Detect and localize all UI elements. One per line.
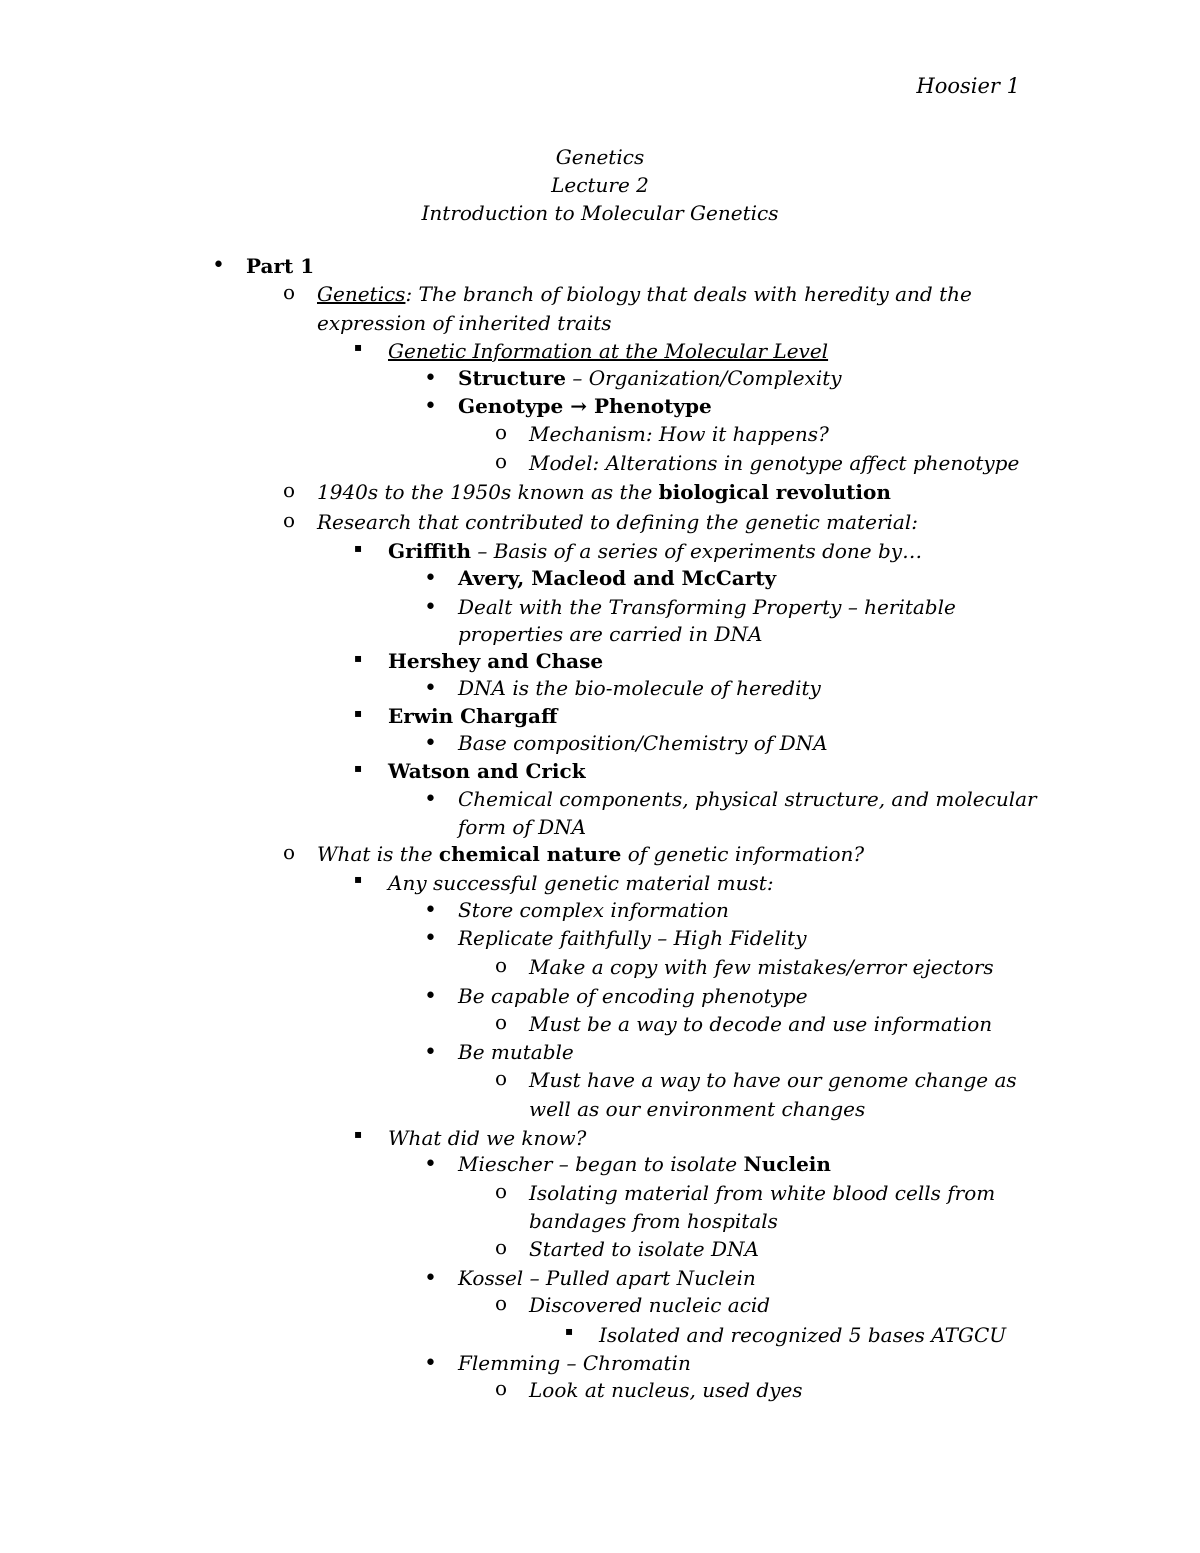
chemical-nature-term: chemical nature [438, 842, 622, 866]
outline-part1: Part 1 [246, 254, 315, 278]
gen-info-molecular: Genetic Information at the Molecular Level [388, 339, 829, 363]
what-know-item: What did we know? [388, 1126, 587, 1150]
isolating-cont: bandages from hospitals [529, 1209, 778, 1233]
bullet-l5: o [495, 449, 508, 473]
transforming-item: Dealt with the Transforming Property – heritable [458, 595, 956, 619]
bullet-l4: • [424, 566, 437, 591]
genetics-definition [317, 280, 972, 308]
genetics-term: Genetics [317, 282, 406, 306]
encode-item: Be capable of encoding phenotype [458, 984, 808, 1008]
genome-change-item: Must have a way to have our genome change as [529, 1068, 1017, 1092]
bullet-l2: o [283, 280, 296, 304]
bullet-l5: o [495, 953, 508, 977]
chargaff-sub: Base composition/Chemistry of DNA [458, 731, 828, 755]
genotype-phenotype: Genotype → Phenotype [458, 394, 712, 418]
bullet-l4: • [424, 787, 437, 812]
bio-revolution-term: biological revolution [658, 480, 891, 504]
miescher-term: Nuclein [743, 1152, 831, 1176]
bullet-l2: o [283, 840, 296, 864]
genetics-definition-cont: expression of inherited traits [317, 311, 612, 335]
bullet-l3: ▪ [354, 872, 363, 886]
bullet-l4: • [424, 731, 437, 756]
bio-revolution-item [317, 478, 891, 506]
miescher-text: Miescher – began to isolate [458, 1152, 744, 1176]
watson-item: Watson and Crick [388, 759, 586, 783]
bullet-l3: ▪ [354, 1127, 363, 1141]
genome-change-cont: well as our environment changes [529, 1097, 866, 1121]
isolating-item: Isolating material from white blood cells from [529, 1181, 996, 1205]
chemical-nature-pre: What is the [317, 842, 439, 866]
bullet-l6: ▪ [565, 1324, 574, 1338]
bullet-l5: o [495, 1291, 508, 1315]
started-dna-item: Started to isolate DNA [529, 1237, 759, 1261]
bullet-l2: o [283, 508, 296, 532]
copy-item: Make a copy with few mistakes/error ejectors [529, 955, 994, 979]
watson-sub-cont: form of DNA [458, 815, 587, 839]
chemical-nature-item [317, 840, 864, 868]
title-subject: Genetics [555, 145, 645, 169]
bullet-l3: ▪ [354, 706, 363, 720]
bullet-l4: • [424, 394, 437, 419]
kossel-item: Kossel – Pulled apart Nuclein [458, 1266, 756, 1290]
structure-text: – Organization/Complexity [565, 366, 842, 390]
research-item: Research that contributed to defining the genetic material: [317, 510, 918, 534]
page-header-label: Hoosier 1 [916, 74, 1020, 98]
bullet-l4: • [424, 1266, 437, 1291]
title-block [0, 143, 1200, 227]
griffith-term: Griffith [388, 539, 472, 563]
five-bases-item: Isolated and recognized 5 bases ATGCU [599, 1323, 1007, 1347]
bullet-l4: • [424, 366, 437, 391]
bullet-l4: • [424, 595, 437, 620]
hershey-item: Hershey and Chase [388, 649, 604, 673]
bullet-l3: ▪ [354, 761, 363, 775]
bullet-l4: • [424, 926, 437, 951]
must-item: Any successful genetic material must: [388, 871, 774, 895]
bullet-l5: o [495, 1235, 508, 1259]
bullet-l5: o [495, 1066, 508, 1090]
bullet-l5: o [495, 1010, 508, 1034]
title-lecture: Lecture 2 [551, 173, 649, 197]
mutable-item: Be mutable [458, 1040, 574, 1064]
bullet-l4: • [424, 1351, 437, 1376]
chargaff-item: Erwin Chargaff [388, 704, 558, 728]
griffith-item [388, 537, 922, 565]
transforming-item-cont: properties are carried in DNA [458, 622, 763, 646]
genetics-def-text: : The branch of biology that deals with heredity and the [405, 282, 972, 306]
bullet-l4: • [424, 676, 437, 701]
store-item: Store complex information [458, 898, 729, 922]
structure-term: Structure [458, 366, 566, 390]
avery-item: Avery, Macleod and McCarty [458, 566, 777, 590]
bullet-l4: • [424, 984, 437, 1009]
decode-item: Must be a way to decode and use information [529, 1012, 993, 1036]
hershey-sub: DNA is the bio-molecule of heredity [458, 676, 821, 700]
title-topic: Introduction to Molecular Genetics [421, 201, 779, 225]
model-item: Model: Alterations in genotype affect phenotype [529, 451, 1020, 475]
discovered-item: Discovered nucleic acid [529, 1293, 771, 1317]
structure-item [458, 364, 842, 392]
bullet-l4: • [424, 898, 437, 923]
nucleus-item: Look at nucleus, used dyes [529, 1378, 803, 1402]
bullet-l5: o [495, 420, 508, 444]
mechanism-item: Mechanism: How it happens? [529, 422, 829, 446]
bullet-l5: o [495, 1376, 508, 1400]
bullet-l3: ▪ [354, 651, 363, 665]
bullet-l1: • [212, 253, 225, 278]
griffith-text: – Basis of a series of experiments done by… [471, 539, 923, 563]
chemical-nature-post: of genetic information? [621, 842, 865, 866]
bullet-l4: • [424, 1040, 437, 1065]
bullet-l3: ▪ [354, 541, 363, 555]
watson-sub: Chemical components, physical structure, and molecular [458, 787, 1037, 811]
bullet-l3: ▪ [354, 340, 363, 354]
bio-revolution-text: 1940s to the 1950s known as the [317, 480, 659, 504]
flemming-item: Flemming – Chromatin [458, 1351, 691, 1375]
replicate-item: Replicate faithfully – High Fidelity [458, 926, 807, 950]
bullet-l2: o [283, 478, 296, 502]
bullet-l4: • [424, 1152, 437, 1177]
miescher-item [458, 1150, 831, 1178]
bullet-l5: o [495, 1179, 508, 1203]
